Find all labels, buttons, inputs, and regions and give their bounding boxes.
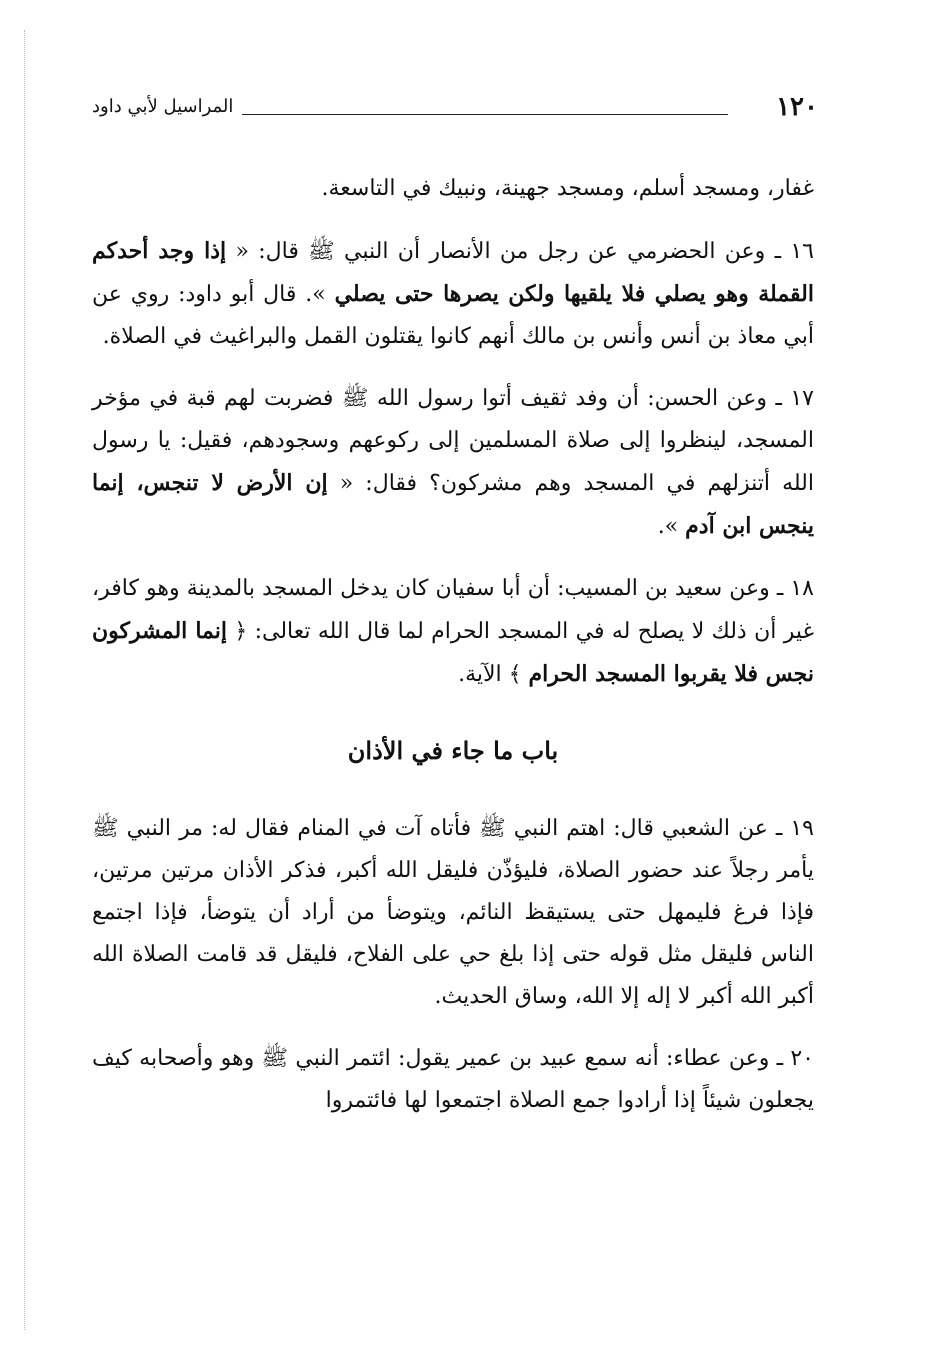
paragraph-p16 bbox=[92, 230, 814, 358]
paragraph-text: ١٧ ـ وعن الحسن: أن وفد ثقيف أتوا رسول الله ﷺ فضربت لهم قبة في مؤخر المسجد، لينظروا إلى صلاة المسلمين إلى ركوعهم وسجودهم، فقيل: يا رسول الله أتنزلهم في المسجد وهم مشركون؟ فقال: « bbox=[92, 386, 814, 496]
page-number: ١٢٠ bbox=[776, 92, 818, 122]
paragraph-group-1 bbox=[92, 168, 814, 696]
paragraph-text: غفار، ومسجد أسلم، ومسجد جهينة، ونبيك في التاسعة. bbox=[321, 176, 814, 201]
paragraph-p17 bbox=[92, 378, 814, 548]
header-rule bbox=[242, 114, 728, 115]
paragraph-group-2 bbox=[92, 808, 814, 1122]
quoted-text: إنما المشركون نجس فلا يقربوا المسجد الحرام bbox=[92, 618, 814, 687]
quoted-text: إن الأرض لا تنجس، إنما ينجس ابن آدم bbox=[92, 470, 814, 539]
paragraph-text: ١٦ ـ وعن الحضرمي عن رجل من الأنصار أن النبي ﷺ قال: « bbox=[226, 239, 814, 264]
scan-edge-mark bbox=[24, 30, 25, 1330]
paragraph-text: ١٨ ـ وعن سعيد بن المسيب: أن أبا سفيان كان يدخل المسجد بالمدينة وهو كافر، غير أن ذلك لا يصلح له في المسجد الحرام لما قال الله تعالى: ﴿ bbox=[92, 576, 814, 644]
paragraph-text: ». قال أبو داود: روي عن أبي معاذ بن أنس وأنس بن مالك أنهم كانوا يقتلون القمل والبراغيث في الصلاة. bbox=[92, 282, 814, 349]
paragraph-text: ». bbox=[657, 514, 686, 539]
page-header bbox=[92, 92, 818, 132]
paragraph-text: ١٩ ـ عن الشعبي قال: اهتم النبي ﷺ فأتاه آت في المنام فقال له: مر النبي ﷺ يأمر رجلاً عند حضور الصلاة، فليؤذّن فليقل الله أكبر، فذكر الأذان مرتين مرتين، فإذا فرغ فليمهل حتى يستيقظ النائم، ويتوضأ من أراد أن يتوضأ، فإذا اجتمع الناس فليقل مثل قوله حتى إذا بلغ حي على الفلاح، فليقل قد قامت الصلاة الله أكبر الله أكبر لا إله إلا الله، وساق الحديث. bbox=[92, 816, 814, 1009]
chapter-title: باب ما جاء في الأذان bbox=[347, 736, 559, 765]
paragraph-p0 bbox=[92, 168, 814, 210]
page-body bbox=[92, 168, 814, 1142]
paragraph-p19 bbox=[92, 808, 814, 1018]
paragraph-p20 bbox=[92, 1038, 814, 1122]
quoted-text: إذا وجد أحدكم القملة وهو يصلي فلا يلقيها ولكن يصرها حتى يصلي bbox=[92, 238, 814, 307]
paragraph-text: ٢٠ ـ وعن عطاء: أنه سمع عبيد بن عمير يقول: ائتمر النبي ﷺ وهو وأصحابه كيف يجعلون شيئاً إذا أرادوا جمع الصلاة اجتمعوا لها فائتمروا bbox=[92, 1046, 814, 1113]
running-title: المراسيل لأبي داود bbox=[92, 96, 234, 117]
paragraph-p18 bbox=[92, 568, 814, 696]
paragraph-text: ﴾ الآية. bbox=[458, 662, 529, 687]
